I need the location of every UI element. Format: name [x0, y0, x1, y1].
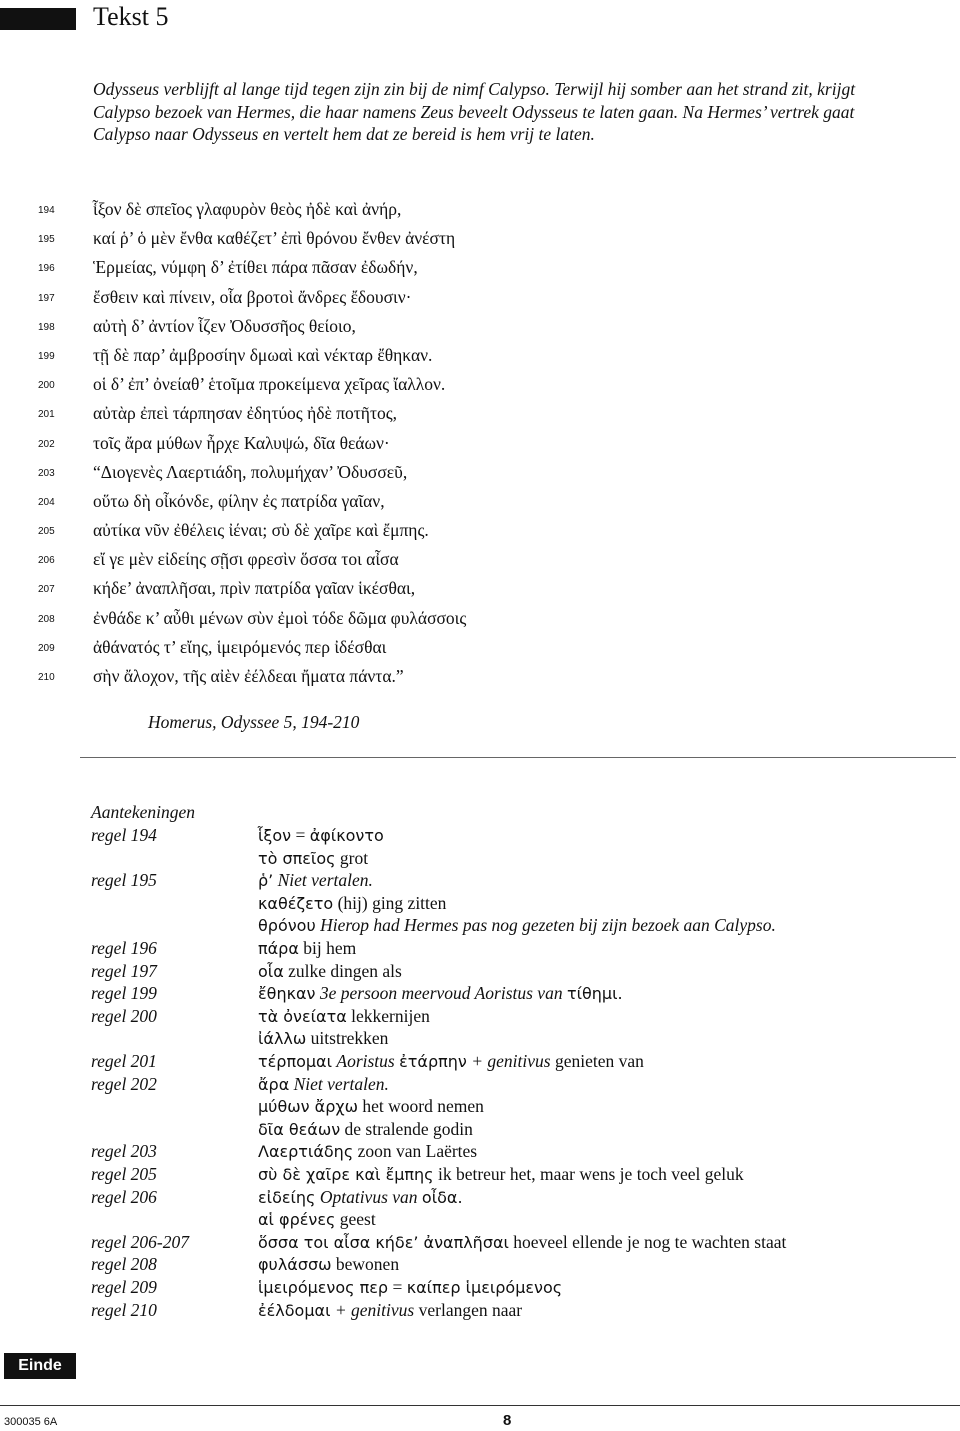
- verse-line: [0, 431, 960, 460]
- annotation-greek-term: θρόνου: [258, 916, 316, 936]
- greek-verse-text: τοῖς ἄρα μύθων ἦρχε Καλυψώ, δῖα θεάων·: [93, 432, 390, 453]
- annotation-content: [258, 848, 368, 869]
- greek-verse-text: αὐτὰρ ἐπεὶ τάρπησαν ἐδητύος ἠδὲ ποτῆτος,: [93, 403, 398, 424]
- annotation-content: [258, 870, 373, 891]
- annotation-row: [0, 983, 960, 1005]
- greek-verse-text: οὕτω δὴ οἶκόνδε, φίλην ἐς πατρίδα γαῖαν,: [93, 490, 385, 511]
- annotation-line-ref: regel 203: [91, 1141, 157, 1162]
- annotation-text: zoon van Laërtes: [353, 1141, 478, 1162]
- line-number: 199: [38, 350, 55, 362]
- source-citation: Homerus, Odyssee 5, 194-210: [148, 712, 360, 732]
- annotation-greek-term: εἰδείης: [258, 1187, 316, 1207]
- line-number: 195: [38, 234, 55, 246]
- annotation-content: [258, 1209, 376, 1230]
- annotation-content: [258, 825, 384, 846]
- annotation-greek-term: τίθημι.: [566, 984, 623, 1004]
- annotation-greek-term: οἷα: [258, 961, 284, 981]
- annotation-text: geest: [335, 1209, 376, 1230]
- annotation-content: [258, 983, 623, 1004]
- annotation-line-ref: regel 194: [91, 825, 157, 845]
- line-number: 207: [38, 584, 55, 596]
- annotation-greek-term: φυλάσσω: [258, 1255, 332, 1275]
- annotation-line-ref: regel 210: [91, 1299, 157, 1320]
- greek-verse-text: σὴν ἄλοχον, τῆς αἰὲν ἐέλδεαι ἤματα πάντα.”: [93, 666, 404, 686]
- verse-line: [0, 606, 960, 635]
- annotation-content: [258, 1119, 473, 1140]
- annotation-content: [258, 1096, 484, 1117]
- annotation-row: [0, 848, 960, 870]
- annotation-line-ref: regel 209: [91, 1277, 157, 1297]
- annotation-row: [0, 938, 960, 960]
- annotation-row: [0, 915, 960, 937]
- verse-line: [0, 576, 960, 605]
- annotation-text: ik betreur het, maar wens je toch veel geluk: [433, 1164, 744, 1184]
- annotation-text: hoeveel ellende je nog te wachten staat: [508, 1231, 787, 1252]
- annotation-content: [258, 1006, 430, 1027]
- annotation-remark: Niet vertalen.: [273, 870, 373, 891]
- annotation-content: [258, 1187, 463, 1208]
- annotation-greek-term: μύθων ἄρχω: [258, 1097, 358, 1117]
- verse-line: [0, 518, 960, 547]
- greek-verse-text: εἴ γε μὲν εἰδείης σῇσι φρεσὶν ὅσσα τοι αἶσα: [93, 549, 399, 570]
- annotation-line-ref: regel 201: [91, 1051, 157, 1071]
- annotation-greek-term: ἐτάρπην: [399, 1052, 467, 1071]
- greek-verse-text: ἔσθειν καὶ πίνειν, οἷα βροτοὶ ἄνδρες ἔδουσιν·: [93, 286, 412, 307]
- line-number: 200: [38, 380, 55, 392]
- line-number: 194: [38, 205, 55, 216]
- greek-verse-text: καί ῥ’ ὁ μὲν ἔνθα καθέζετ’ ἐπὶ θρόνου ἔνθεν ἀνέστη: [93, 228, 456, 249]
- greek-verse-text: Ἑρμείας, νύμφη δ’ ἐτίθει πάρα πᾶσαν ἐδωδήν,: [93, 257, 418, 278]
- annotation-content: [258, 1254, 399, 1275]
- annotation-greek-term: ἀφίκοντο: [309, 826, 384, 845]
- verse-line: [0, 226, 960, 255]
- annotation-text: =: [291, 825, 310, 845]
- annotation-greek-term: Λαερτιάδης: [258, 1142, 354, 1162]
- annotation-greek-term: τὸ σπεῖος: [258, 848, 336, 868]
- annotation-content: [258, 915, 776, 936]
- greek-verse-text: αὐτὴ δ’ ἀντίον ἷζεν Ὀδυσσῆος θείοιο,: [93, 315, 356, 336]
- annotation-greek-term: ὅσσα τοι αἶσα κήδε’ ἀναπλῆσαι: [258, 1232, 509, 1252]
- annotation-content: [258, 938, 356, 959]
- annotation-content: [258, 1074, 389, 1095]
- annotation-greek-term: ἰάλλω: [258, 1029, 307, 1049]
- annotation-greek-term: οἶδα.: [421, 1187, 463, 1207]
- annotation-row: [0, 893, 960, 915]
- verse-line: [0, 460, 960, 489]
- annotation-text: de stralende godin: [340, 1118, 473, 1139]
- annotation-text: uitstrekken: [306, 1028, 389, 1049]
- line-number: 198: [38, 321, 55, 333]
- line-number: 208: [38, 613, 55, 625]
- verse-line: [0, 635, 960, 664]
- line-number: 202: [38, 438, 55, 450]
- annotation-greek-term: τέρπομαι: [258, 1052, 332, 1071]
- annotation-greek-term: ἔθηκαν: [258, 984, 316, 1004]
- greek-verse-text: κήδε’ ἀναπλῆσαι, πρὶν πατρίδα γαῖαν ἱκέσθαι,: [93, 578, 416, 599]
- annotation-text: grot: [335, 847, 369, 868]
- annotation-line-ref: regel 197: [91, 960, 157, 981]
- header-tab-block: [0, 8, 76, 30]
- verse-block: [0, 197, 960, 693]
- annotation-text: bij hem: [298, 938, 357, 958]
- annotation-row: [0, 961, 960, 983]
- annotation-row: [0, 1096, 960, 1118]
- annotation-remark: Niet vertalen.: [289, 1073, 389, 1094]
- annotation-row: [0, 1187, 960, 1209]
- annotation-remark: + genitivus: [466, 1051, 551, 1071]
- annotation-greek-term: δῖα θεάων: [258, 1119, 341, 1139]
- greek-verse-text: “Διογενὲς Λαερτιάδη, πολυμήχαν’ Ὀδυσσεῦ,: [93, 461, 408, 482]
- annotation-greek-term: αἱ φρένες: [258, 1210, 336, 1230]
- annotation-row: [0, 1006, 960, 1028]
- annotation-greek-term: καίπερ ἱμειρόμενος: [406, 1278, 563, 1297]
- annotation-text: bewonen: [331, 1254, 400, 1275]
- verse-line: [0, 255, 960, 284]
- annotation-content: [258, 1141, 477, 1162]
- annotation-greek-term: πάρα: [258, 939, 299, 958]
- annotation-text: het woord nemen: [358, 1096, 484, 1117]
- annotation-line-ref: regel 200: [91, 1005, 157, 1026]
- annotation-row: [0, 1119, 960, 1141]
- verse-line: [0, 285, 960, 314]
- annotation-row: [0, 1141, 960, 1163]
- annotation-line-ref: regel 196: [91, 938, 157, 958]
- footer-divider: [0, 1405, 960, 1406]
- greek-verse-text: ἀθάνατός τ’ εἴης, ἱμειρόμενός περ ἰδέσθαι: [93, 636, 387, 657]
- verse-line: [0, 343, 960, 372]
- verse-line: [0, 197, 960, 226]
- line-number: 210: [38, 672, 55, 683]
- annotation-row: [0, 870, 960, 892]
- annotation-text: lekkernijen: [346, 1005, 430, 1026]
- line-number: 204: [38, 496, 55, 508]
- verse-line: [0, 401, 960, 430]
- annotation-text: verlangen naar: [414, 1299, 523, 1320]
- annotation-row: [0, 1300, 960, 1322]
- annotation-line-ref: regel 206: [91, 1186, 157, 1207]
- greek-verse-text: οἱ δ’ ἐπ’ ὀνείαθ’ ἑτοῖμα προκείμενα χεῖρας ἴαλλον.: [93, 374, 446, 395]
- greek-verse-text: ἷξον δὲ σπεῖος γλαφυρὸν θεὸς ἠδὲ καὶ ἀνήρ,: [93, 199, 402, 219]
- annotation-remark: Optativus van: [315, 1186, 422, 1207]
- exam-code: 300035 6A: [4, 1416, 58, 1428]
- annotation-greek-term: ἷξον: [258, 826, 292, 845]
- greek-verse-text: τῇ δὲ παρ’ ἀμβροσίην δμωαὶ καὶ νέκταρ ἔθηκαν.: [93, 344, 433, 365]
- line-number: 205: [38, 526, 55, 538]
- annotation-content: [258, 1300, 522, 1321]
- annotation-greek-term: ἱμειρόμενος περ: [258, 1278, 389, 1297]
- annotation-greek-term: σὺ δὲ χαῖρε καὶ ἔμπης: [258, 1165, 434, 1184]
- annotation-row: [0, 1232, 960, 1254]
- annotation-content: [258, 1232, 786, 1253]
- annotation-remark: Hierop had Hermes pas nog gezeten bij zijn bezoek aan Calypso.: [315, 915, 776, 936]
- line-number: 197: [38, 292, 55, 304]
- line-number: 196: [38, 263, 55, 275]
- annotation-remark: + genitivus: [330, 1299, 415, 1320]
- annotation-content: [258, 1051, 644, 1072]
- annotation-line-ref: regel 208: [91, 1254, 157, 1275]
- greek-verse-text: αὐτίκα νῦν ἐθέλεις ἰέναι; σὺ δὲ χαῖρε καὶ ἔμπης.: [93, 520, 429, 541]
- annotation-remark: 3e persoon meervoud Aoristus van: [315, 983, 567, 1004]
- annotation-greek-term: τὰ ὀνείατα: [258, 1006, 347, 1026]
- annotation-row: [0, 825, 960, 847]
- annotations-heading: Aantekeningen: [91, 802, 195, 822]
- verse-line: [0, 489, 960, 518]
- line-number: 206: [38, 555, 55, 567]
- line-number: 209: [38, 642, 55, 654]
- verse-line: [0, 664, 960, 693]
- annotation-content: [258, 1028, 388, 1049]
- annotation-greek-term: καθέζετο: [258, 893, 334, 913]
- page-title: Tekst 5: [93, 2, 169, 31]
- annotation-line-ref: regel 202: [91, 1073, 157, 1094]
- annotation-row: [0, 1164, 960, 1186]
- annotation-line-ref: regel 205: [91, 1164, 157, 1184]
- annotation-line-ref: regel 195: [91, 870, 157, 891]
- annotation-text: =: [388, 1277, 407, 1297]
- annotation-greek-term: ἄρα: [258, 1074, 290, 1094]
- annotation-greek-term: ἐέλδομαι: [258, 1300, 331, 1320]
- intro-paragraph: Odysseus verblijft al lange tijd tegen zijn zin bij de nimf Calypso. Terwijl hij somber aan het strand zit, krijgt Calypso bezoek van Hermes, die haar namens Zeus beveelt Odysseus te laten gaan. Na Hermes’ vertrek gaat Calypso naar Odysseus en vertelt hem dat ze bereid is hem vrij te laten.: [93, 79, 856, 144]
- section-divider: [80, 757, 956, 758]
- annotation-text: zulke dingen als: [283, 960, 402, 981]
- annotation-text: genieten van: [550, 1051, 644, 1071]
- end-badge: Einde: [4, 1353, 76, 1379]
- line-number: 201: [38, 409, 55, 421]
- annotation-row: [0, 1277, 960, 1299]
- verse-line: [0, 547, 960, 576]
- annotation-line-ref: regel 206-207: [91, 1231, 190, 1252]
- annotation-content: [258, 1277, 562, 1298]
- annotation-text: (hij) ging zitten: [333, 892, 447, 913]
- annotation-remark: Aoristus: [332, 1051, 400, 1071]
- annotation-content: [258, 1164, 744, 1185]
- greek-verse-text: ἐνθάδε κ’ αὖθι μένων σὺν ἐμοὶ τόδε δῶμα φυλάσσοις: [93, 607, 467, 628]
- line-number: 203: [38, 467, 55, 479]
- annotation-row: [0, 1074, 960, 1096]
- annotation-row: [0, 1209, 960, 1231]
- annotation-row: [0, 1254, 960, 1276]
- annotation-line-ref: regel 199: [91, 983, 157, 1004]
- annotation-greek-term: ῥ’: [258, 871, 274, 891]
- annotation-row: [0, 1028, 960, 1050]
- annotation-row: [0, 1051, 960, 1073]
- annotation-content: [258, 893, 446, 914]
- annotation-content: [258, 961, 402, 982]
- verse-line: [0, 314, 960, 343]
- verse-line: [0, 372, 960, 401]
- page-number: 8: [503, 1412, 512, 1429]
